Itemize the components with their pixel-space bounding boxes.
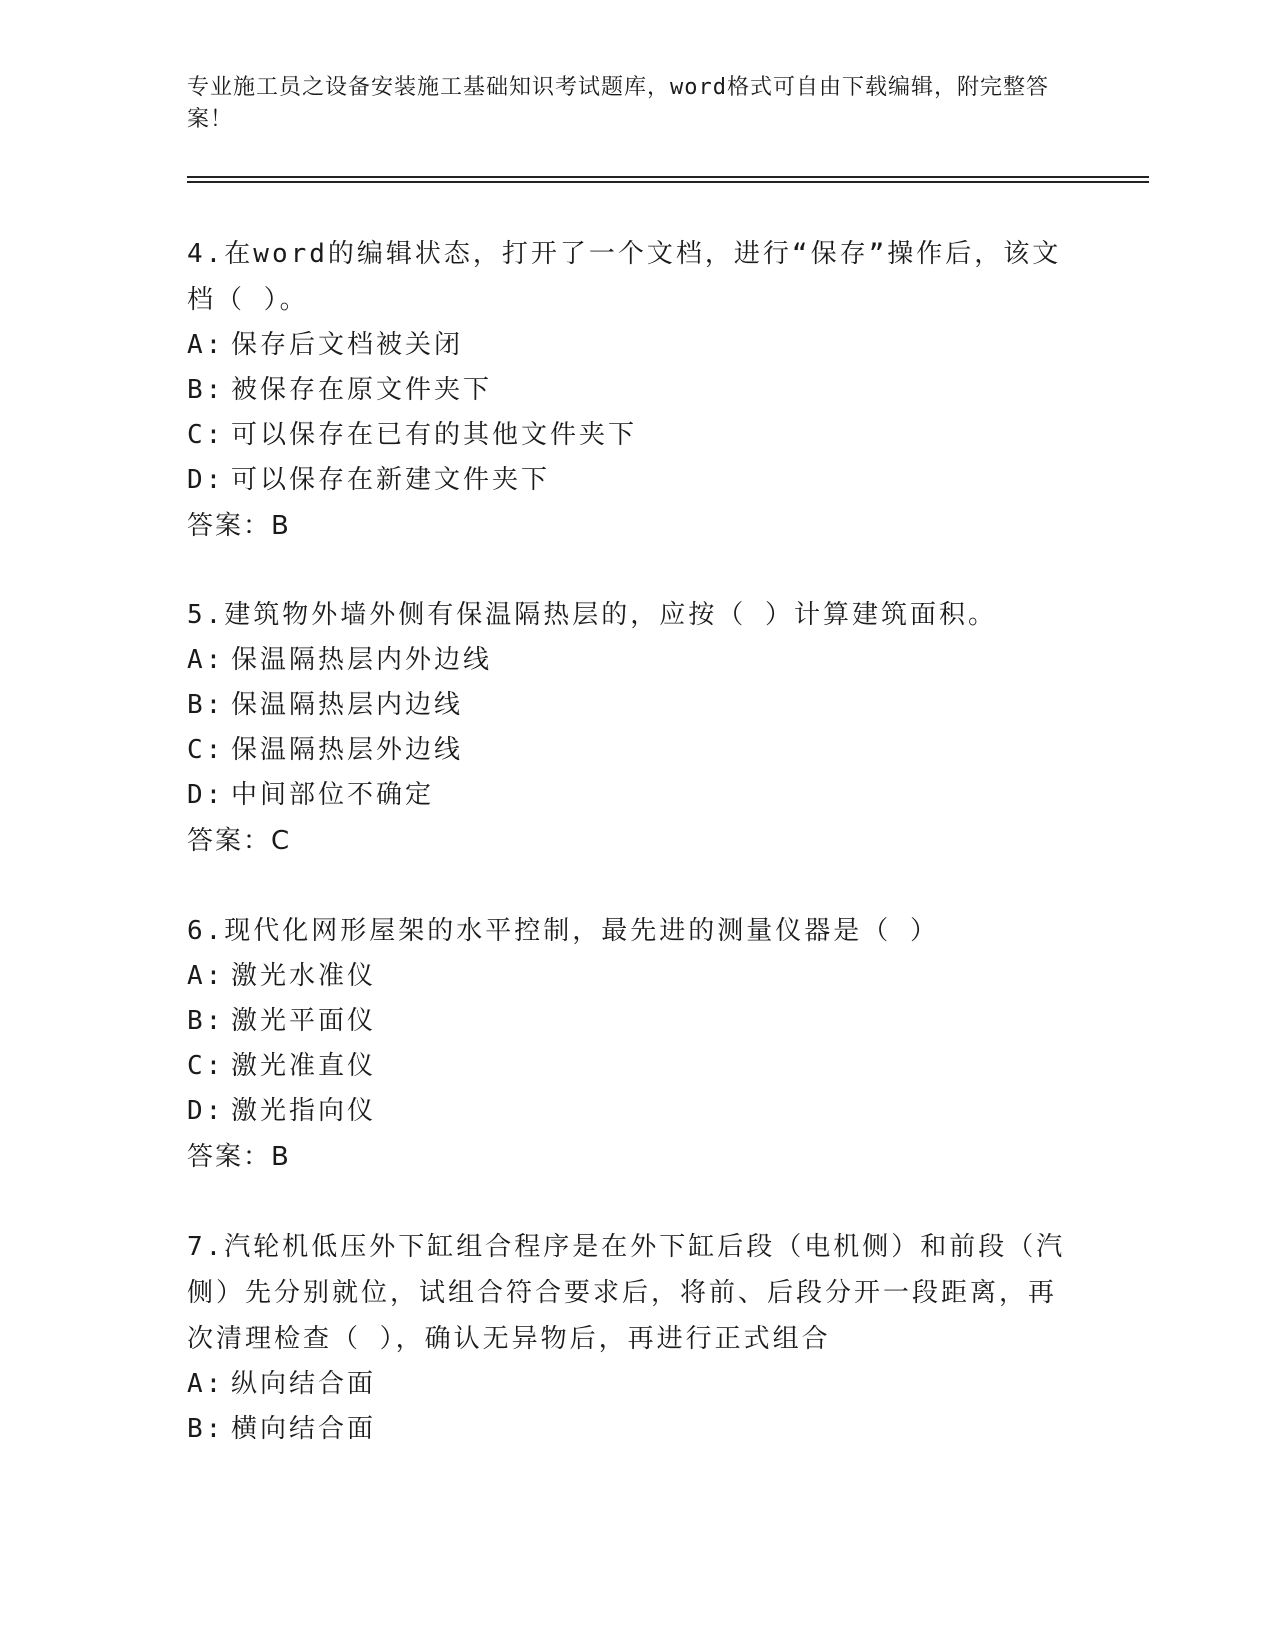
question-stem: 4.在word的编辑状态，打开了一个文档，进行“保存”操作后，该文档（ ）。	[187, 239, 1062, 315]
option-text: 可以保存在新建文件夹下	[231, 465, 551, 495]
option-letter: A:	[187, 961, 225, 991]
option-letter: C:	[187, 420, 225, 450]
option-letter: B:	[187, 1006, 225, 1036]
option-text: 激光指向仪	[231, 1096, 377, 1126]
option-text: 保存后文档被关闭	[231, 330, 464, 360]
option-letter: A:	[187, 1369, 225, 1399]
option-text: 可以保存在已有的其他文件夹下	[231, 420, 638, 450]
option-letter: A:	[187, 330, 225, 360]
option-letter: C:	[187, 1051, 225, 1081]
answer-line: 答案：C	[187, 826, 292, 856]
option-text: 保温隔热层内外边线	[231, 645, 493, 675]
option-a	[187, 1362, 1067, 1407]
option-b	[187, 999, 1067, 1044]
option-text: 横向结合面	[231, 1414, 377, 1444]
question-4	[187, 231, 1067, 549]
option-a	[187, 954, 1067, 999]
header-text: 专业施工员之设备安装施工基础知识考试题库，word格式可自由下载编辑，附完整答案！	[187, 75, 1049, 132]
option-letter: B:	[187, 1414, 225, 1444]
option-text: 激光平面仪	[231, 1006, 377, 1036]
option-letter: A:	[187, 645, 225, 675]
option-d	[187, 1089, 1067, 1134]
question-5	[187, 592, 1067, 864]
answer-line: 答案：B	[187, 1142, 291, 1172]
header-divider	[187, 176, 1149, 183]
question-stem: 7.汽轮机低压外下缸组合程序是在外下缸后段（电机侧）和前段（汽侧）先分别就位，试组合符合要求后，将前、后段分开一段距离，再次清理检查（ ），确认无异物后，再进行正式组合	[187, 1232, 1066, 1354]
question-stem: 6.现代化网形屋架的水平控制，最先进的测量仪器是（ ）	[187, 916, 939, 946]
divider-line-bottom	[187, 181, 1149, 183]
question-6	[187, 908, 1067, 1180]
divider-line-top	[187, 176, 1149, 178]
option-text: 激光水准仪	[231, 961, 377, 991]
option-text: 保温隔热层外边线	[231, 735, 464, 765]
option-b	[187, 683, 1067, 728]
option-b	[187, 1407, 1067, 1452]
option-d	[187, 773, 1067, 818]
option-d	[187, 458, 1067, 503]
option-text: 激光准直仪	[231, 1051, 377, 1081]
question-stem: 5.建筑物外墙外侧有保温隔热层的，应按（ ）计算建筑面积。	[187, 600, 997, 630]
option-text: 保温隔热层内边线	[231, 690, 464, 720]
option-letter: B:	[187, 690, 225, 720]
option-c	[187, 1044, 1067, 1089]
option-text: 纵向结合面	[231, 1369, 377, 1399]
option-b	[187, 368, 1067, 413]
option-c	[187, 413, 1067, 458]
option-letter: D:	[187, 1096, 225, 1126]
option-a	[187, 323, 1067, 368]
option-letter: D:	[187, 465, 225, 495]
option-a	[187, 638, 1067, 683]
option-text: 被保存在原文件夹下	[231, 375, 493, 405]
option-c	[187, 728, 1067, 773]
option-letter: D:	[187, 780, 225, 810]
answer-line: 答案：B	[187, 511, 291, 541]
option-letter: C:	[187, 735, 225, 765]
document-header	[187, 72, 1067, 136]
question-7	[187, 1224, 1067, 1452]
option-text: 中间部位不确定	[231, 780, 435, 810]
option-letter: B:	[187, 375, 225, 405]
